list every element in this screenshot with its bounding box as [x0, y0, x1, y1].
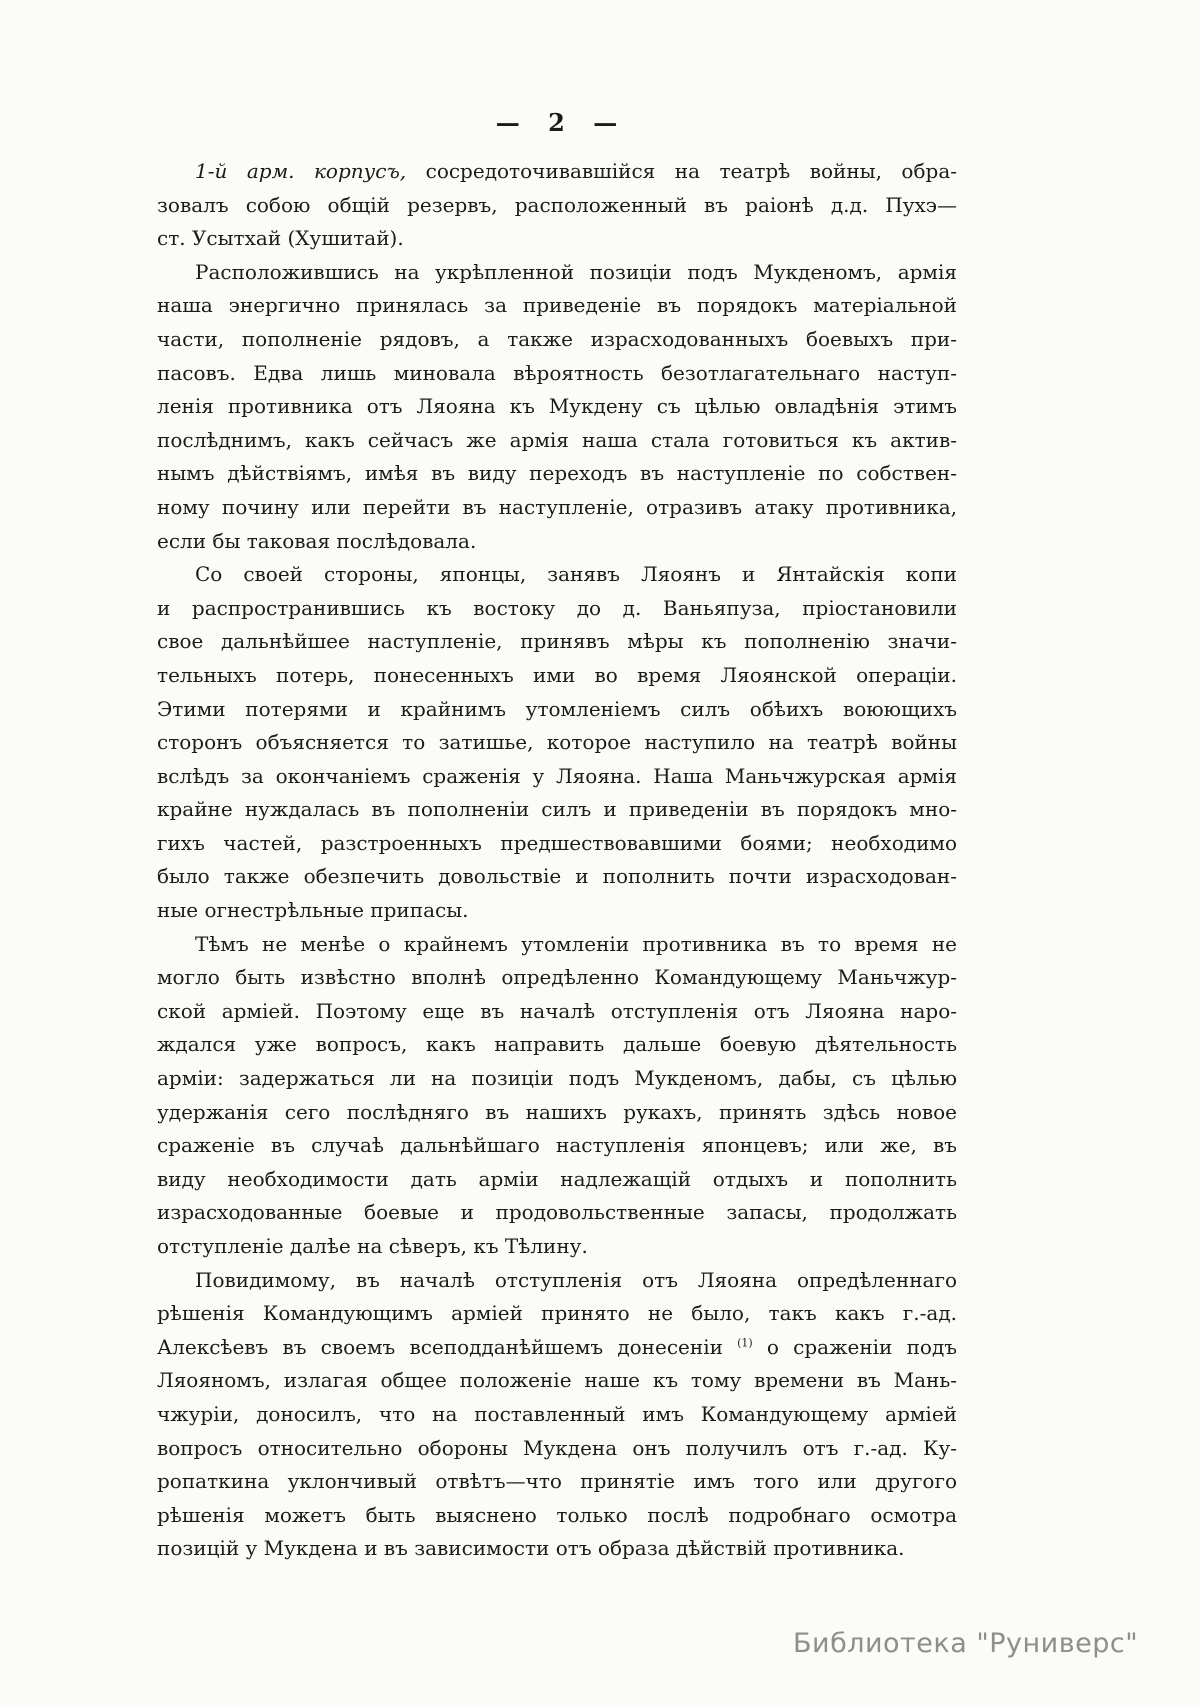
text-line: послѣднимъ, какъ сейчасъ же армія наша стала готовиться къ актив- — [157, 427, 957, 452]
text-line: крайне нуждалась въ пополненіи силъ и приведеніи въ порядокъ мно- — [157, 797, 957, 822]
text-line: отступленіе далѣе на сѣверъ, къ Тѣлину. — [157, 1234, 588, 1258]
text-line: нымъ дѣйствіямъ, имѣя въ виду переходъ въ наступленіе по собствен- — [157, 461, 957, 486]
text-line: и распространившись къ востоку до д. Ваньяпуза, пріостановили — [157, 595, 957, 620]
text-line: Повидимому, въ началѣ отступленія отъ Ляояна опредѣленнаго — [195, 1267, 957, 1292]
text-line: ст. Усытхай (Хушитай). — [157, 226, 404, 251]
text-line: ской арміей. Поэтому еще въ началѣ отступленія отъ Ляояна наро- — [157, 998, 957, 1023]
text-line: ному почину или перейти въ наступленіе, отразивъ атаку противника, — [157, 494, 957, 519]
text-line: пасовъ. Едва лишь миновала вѣроятность безотлагательнаго наступ- — [157, 360, 957, 385]
text-line: если бы таковая послѣдовала. — [157, 528, 477, 553]
text-line: рѣшенія Командующимъ арміей принято не было, такъ какъ г.-ад. — [157, 1301, 957, 1326]
library-watermark: Библиотека "Руниверс" — [793, 1628, 1139, 1659]
text-line: сраженіе въ случаѣ дальнѣйшаго наступленія японцевъ; или же, въ — [157, 1133, 957, 1158]
text-line: ждался уже вопросъ, какъ направить дальше боевую дѣятельность — [157, 1032, 957, 1057]
text-line: позицій у Мукдена и въ зависимости отъ образа дѣйствій противника. — [157, 1536, 905, 1561]
text-line: части, пополненіе рядовъ, а также израсходованныхъ боевыхъ при- — [157, 326, 957, 351]
text-line: виду необходимости дать арміи надлежащій отдыхъ и пополнить — [157, 1166, 957, 1191]
text-line: гихъ частей, разстроенныхъ предшествовавшими боями; необходимо — [157, 830, 957, 855]
text-line — [157, 155, 957, 189]
text-line: ропаткина уклончивый отвѣтъ—что принятіе имъ того или другого — [157, 1469, 957, 1494]
text-line: Со своей стороны, японцы, занявъ Ляоянъ и Янтайскія копи — [195, 562, 957, 587]
text-line: чжуріи, доносилъ, что на поставленный имъ Командующему арміей — [157, 1401, 957, 1426]
text-line-segment: о сраженіи подъ — [752, 1334, 957, 1359]
text-line: было также обезпечить довольствіе и пополнить почти израсходован- — [157, 864, 957, 889]
text-line: рѣшенія можетъ быть выяснено только послѣ подробнаго осмотра — [157, 1502, 957, 1527]
paragraph-lead-italic: 1-й арм. корпусъ, — [195, 159, 407, 183]
text-line-segment: Алексѣевъ въ своемъ всеподданѣйшемъ донесеніи — [157, 1334, 738, 1359]
text-line-segment: сосредоточивавшійся на театрѣ войны, обра- — [406, 159, 957, 183]
text-line — [157, 1331, 957, 1365]
text-line: арміи: задержаться ли на позиціи подъ Мукденомъ, дабы, съ цѣлью — [157, 1066, 957, 1091]
text-line: Ляояномъ, излагая общее положеніе наше къ тому времени въ Мань- — [157, 1368, 957, 1393]
text-line: сторонъ объясняется то затишье, которое наступило на театрѣ войны — [157, 730, 957, 755]
text-line: Расположившись на укрѣпленной позиціи подъ Мукденомъ, армія — [195, 259, 957, 284]
text-line: удержанія сего послѣдняго въ нашихъ рукахъ, принять здѣсь новое — [157, 1099, 957, 1124]
text-line: вопросъ относительно обороны Мукдена онъ получилъ отъ г.-ад. Ку- — [157, 1435, 957, 1460]
text-line: свое дальнѣйшее наступленіе, принявъ мѣры къ пополненію значи- — [157, 629, 957, 654]
text-line: израсходованные боевые и продовольственные запасы, продолжать — [157, 1200, 957, 1225]
text-line: ные огнестрѣльные припасы. — [157, 898, 469, 923]
text-line: вслѣдъ за окончаніемъ сраженія у Ляояна. Наша Маньчжурская армія — [157, 763, 957, 788]
text-line: тельныхъ потерь, понесенныхъ ими во время Ляоянской операціи. — [157, 662, 957, 687]
text-line: могло быть извѣстно вполнѣ опредѣленно Командующему Маньчжур- — [157, 965, 957, 990]
text-line: зовалъ собою общій резервъ, расположенный въ раіонѣ д.д. Пухэ— — [157, 192, 957, 217]
page-number: — 2 — — [495, 108, 619, 137]
text-line: Тѣмъ не менѣе о крайнемъ утомленіи противника въ то время не — [195, 931, 957, 956]
text-line: наша энергично принялась за приведеніе въ порядокъ матеріальной — [157, 293, 957, 318]
text-line: ленія противника отъ Ляояна къ Мукдену съ цѣлью овладѣнія этимъ — [157, 394, 957, 419]
text-block — [157, 155, 957, 1566]
text-line: Этими потерями и крайнимъ утомленіемъ силъ обѣихъ воюющихъ — [157, 696, 957, 721]
footnote-marker: (1) — [737, 1336, 753, 1350]
